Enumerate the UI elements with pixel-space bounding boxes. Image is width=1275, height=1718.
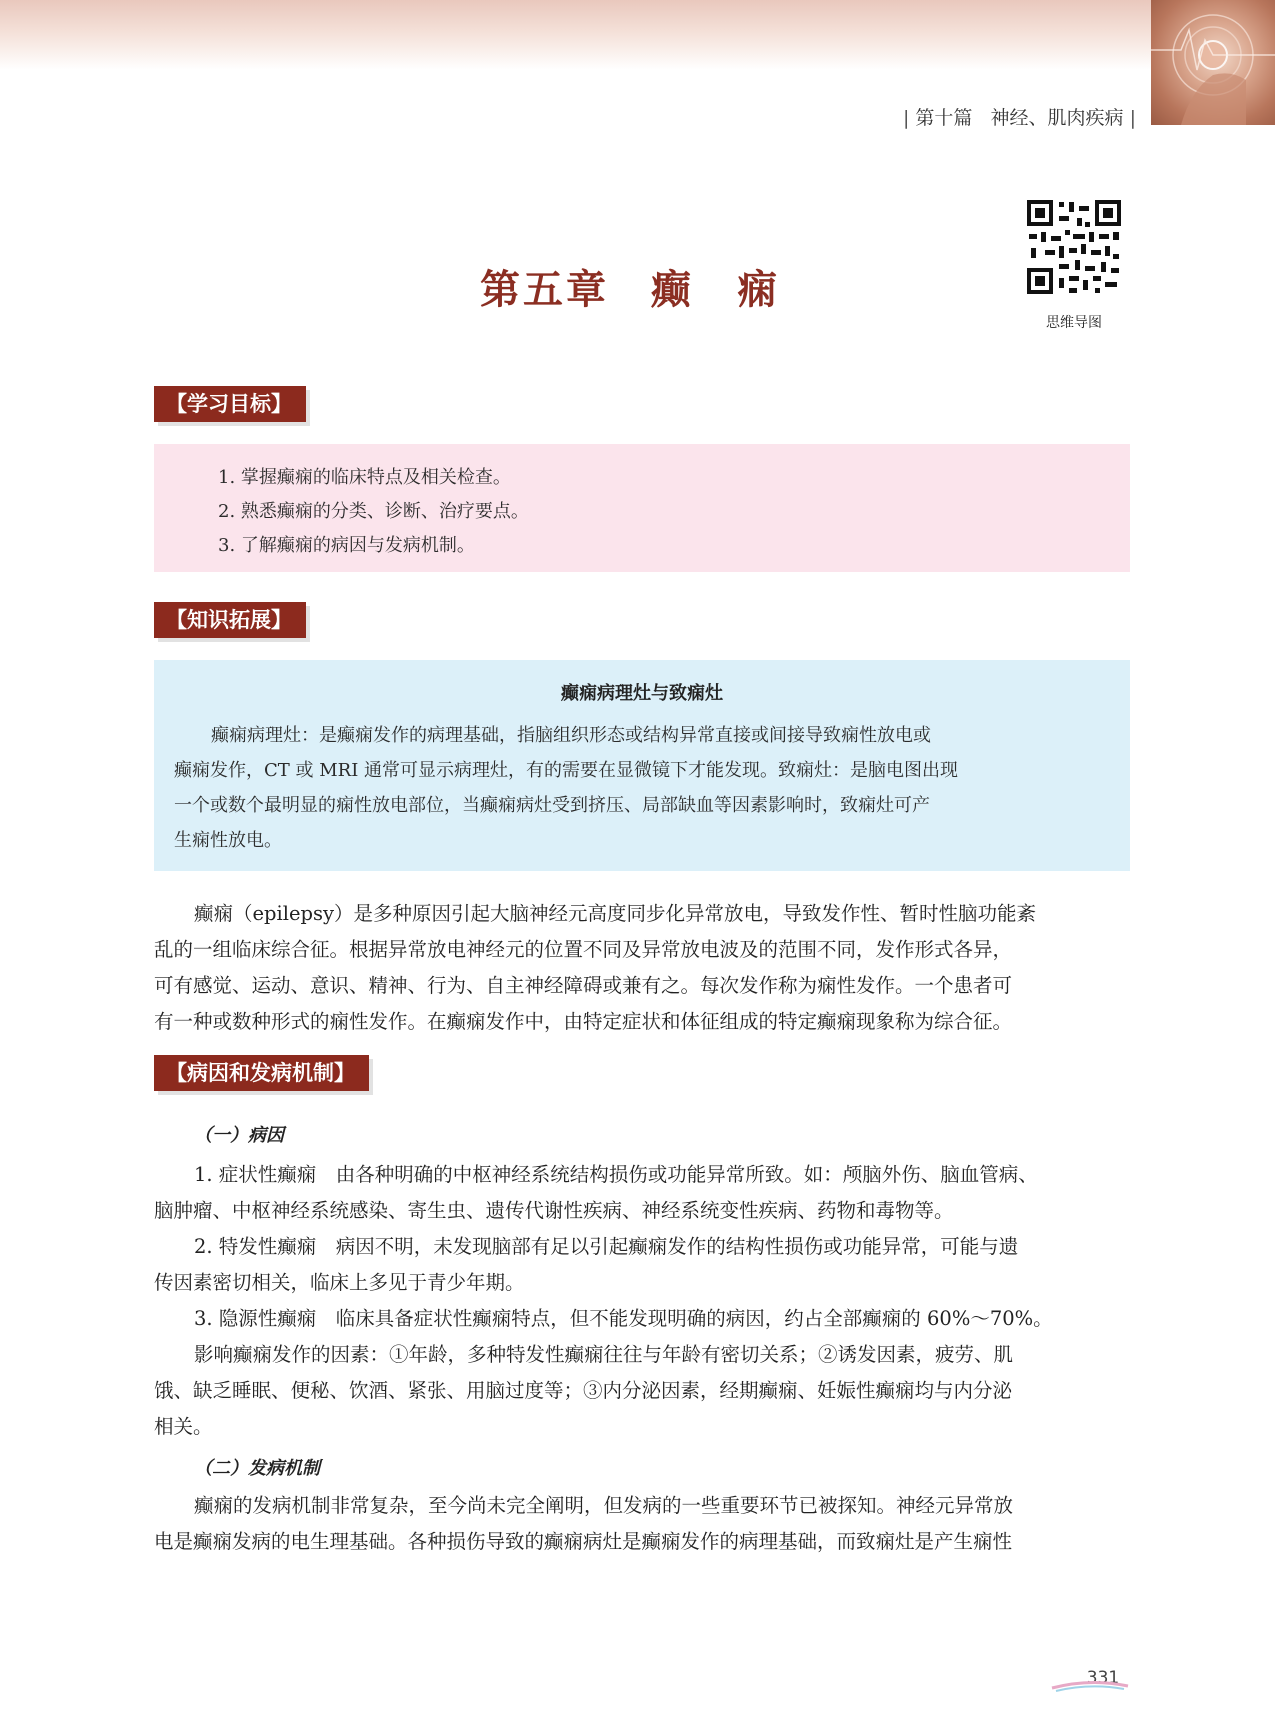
section-tag-goals: 【学习目标】	[154, 386, 306, 422]
extension-box	[154, 660, 1130, 871]
etiology-line: 饿、缺乏睡眠、便秘、饮酒、紧张、用脑过度等；③内分泌因素，经期癫痫、妊娠性癫痫均与内分泌	[154, 1379, 1013, 1402]
mechanism-line: 癫痫的发病机制非常复杂，至今尚未完全阐明，但发病的一些重要环节已被探知。神经元异常放	[194, 1494, 1014, 1517]
etiology-line: 传因素密切相关，临床上多见于青少年期。	[154, 1271, 525, 1294]
section-tag-etiology: 【病因和发病机制】	[154, 1055, 369, 1091]
etiology-line: 2. 特发性癫痫 病因不明，未发现脑部有足以引起癫痫发作的结构性损伤或功能异常，可能与遗	[194, 1235, 1019, 1258]
intro-line: 可有感觉、运动、意识、精神、行为、自主神经障碍或兼有之。每次发作称为痫性发作。一个患者可	[154, 974, 1013, 997]
chapter-title	[380, 258, 880, 315]
chapter-name: 癫 痫	[651, 266, 780, 313]
subheading-mechanism: （二）发病机制	[194, 1458, 320, 1479]
header-band	[0, 0, 1275, 70]
goal-item: 2. 熟悉癫痫的分类、诊断、治疗要点。	[218, 501, 529, 522]
qr-caption: 思维导图	[1046, 315, 1102, 331]
qr-code[interactable]	[1025, 198, 1123, 296]
etiology-line: 1. 症状性癫痫 由各种明确的中枢神经系统结构损伤或功能异常所致。如：颅脑外伤、脑血管病、	[194, 1163, 1038, 1186]
etiology-line: 影响癫痫发作的因素：①年龄，多种特发性癫痫往往与年龄有密切关系；②诱发因素，疲劳、肌	[194, 1343, 1014, 1366]
intro-line: 癫痫（epilepsy）是多种原因引起大脑神经元高度同步化异常放电，导致发作性、暂时性脑功能紊	[194, 902, 1037, 925]
goal-item: 3. 了解癫痫的病因与发病机制。	[218, 535, 475, 556]
stethoscope-icon	[1151, 0, 1275, 125]
etiology-paragraph	[154, 1157, 1130, 1445]
etiology-line: 相关。	[154, 1415, 213, 1438]
goal-item: 1. 掌握癫痫的临床特点及相关检查。	[218, 467, 511, 488]
extension-line: 癫痫发作，CT 或 MRI 通常可显示病理灶，有的需要在显微镜下才能发现。致痫灶：是脑电图出现	[174, 760, 959, 781]
part-number: 第十篇	[915, 107, 973, 129]
extension-line: 一个或数个最明显的痫性放电部位，当癫痫病灶受到挤压、局部缺血等因素影响时，致痫灶可产	[174, 795, 930, 816]
page-number: 331	[1086, 1668, 1120, 1688]
section-tag-extension: 【知识拓展】	[154, 602, 306, 638]
etiology-line: 3. 隐源性癫痫 临床具备症状性癫痫特点，但不能发现明确的病因，约占全部癫痫的 60%～70%。	[194, 1307, 1053, 1330]
extension-line: 癫痫病理灶：是癫痫发作的病理基础，指脑组织形态或结构异常直接或间接导致痫性放电或	[211, 725, 931, 746]
intro-paragraph	[154, 896, 1130, 1040]
page-swoosh-icon	[1050, 1680, 1130, 1694]
goals-box	[154, 444, 1130, 572]
mechanism-paragraph	[154, 1488, 1130, 1560]
running-header: | 第十篇 神经、肌肉疾病 |	[902, 107, 1136, 129]
extension-body	[174, 718, 1110, 858]
extension-line: 生痫性放电。	[174, 830, 282, 851]
corner-photo	[1151, 0, 1275, 125]
intro-line: 乱的一组临床综合征。根据异常放电神经元的位置不同及异常放电波及的范围不同，发作形式各异，	[154, 938, 1013, 961]
mechanism-line: 电是癫痫发病的电生理基础。各种损伤导致的癫痫病灶是癫痫发作的病理基础，而致痫灶是产生痫性	[154, 1530, 1013, 1553]
etiology-line: 脑肿瘤、中枢神经系统感染、寄生虫、遗传代谢性疾病、神经系统变性疾病、药物和毒物等。	[154, 1199, 954, 1222]
intro-line: 有一种或数种形式的痫性发作。在癫痫发作中，由特定症状和体征组成的特定癫痫现象称为综合征。	[154, 1010, 1013, 1033]
part-title: 神经、肌肉疾病	[990, 107, 1124, 129]
extension-title: 癫痫病理灶与致痫灶	[561, 683, 723, 704]
chapter-number: 第五章	[480, 266, 609, 313]
subheading-cause: （一）病因	[194, 1125, 284, 1146]
